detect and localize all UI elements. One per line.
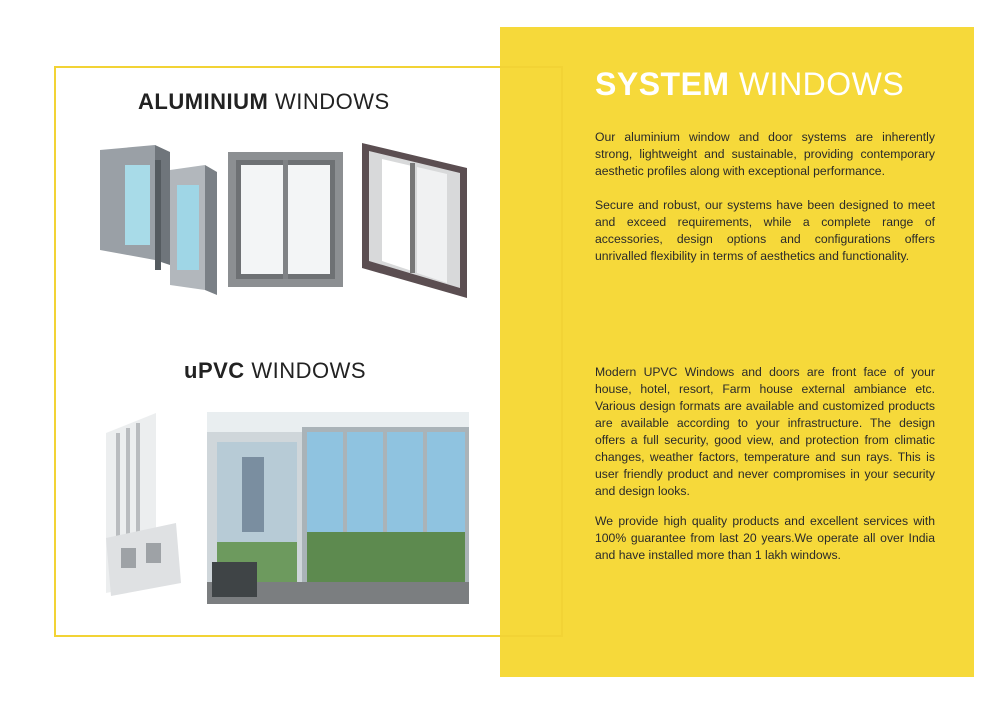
upvc-profile-image bbox=[96, 408, 186, 598]
yellow-panel bbox=[500, 27, 974, 677]
system-windows-title bbox=[595, 66, 904, 103]
system-title-bold: SYSTEM bbox=[595, 66, 730, 102]
aluminium-title-light: WINDOWS bbox=[275, 89, 390, 114]
paragraph-aluminium-features: Secure and robust, our systems have been designed to meet and exceed requirements, while a complete range of accessories, design options and configurations offers unrivalled flexibility in terms of aesthetics and functionality. bbox=[595, 198, 935, 263]
paragraph-aluminium-intro: Our aluminium window and door systems are inherently strong, lightweight and sustainable, providing contemporary aesthetic profiles along with exceptional performance. bbox=[595, 130, 935, 178]
upvc-title bbox=[184, 358, 366, 384]
aluminium-profile-image bbox=[95, 140, 225, 300]
paragraph-upvc-description: Modern UPVC Windows and doors are front face of your house, hotel, resort, Farm house external ambiance etc. Various design formats are available and customized products are available according to your infrastructure. The design offers a full security, good view, and protection from climatic changes, weather factors, temperature and sun rays. This is user friendly product and never compromises in your security and design looks. bbox=[595, 365, 935, 498]
aluminium-title-bold: ALUMINIUM bbox=[138, 89, 269, 114]
system-title-light: WINDOWS bbox=[738, 66, 905, 102]
aluminium-dark-window-image bbox=[362, 143, 472, 298]
aluminium-sliding-window-image bbox=[228, 152, 343, 287]
paragraph-company-experience: We provide high quality products and excellent services with 100% guarantee from last 20 years.We operate all over India and have installed more than 1 lakh windows. bbox=[595, 514, 935, 562]
upvc-title-bold: uPVC bbox=[184, 358, 245, 383]
upvc-title-light: WINDOWS bbox=[251, 358, 367, 383]
upvc-room-scene-image bbox=[207, 412, 469, 604]
aluminium-title bbox=[138, 89, 390, 115]
